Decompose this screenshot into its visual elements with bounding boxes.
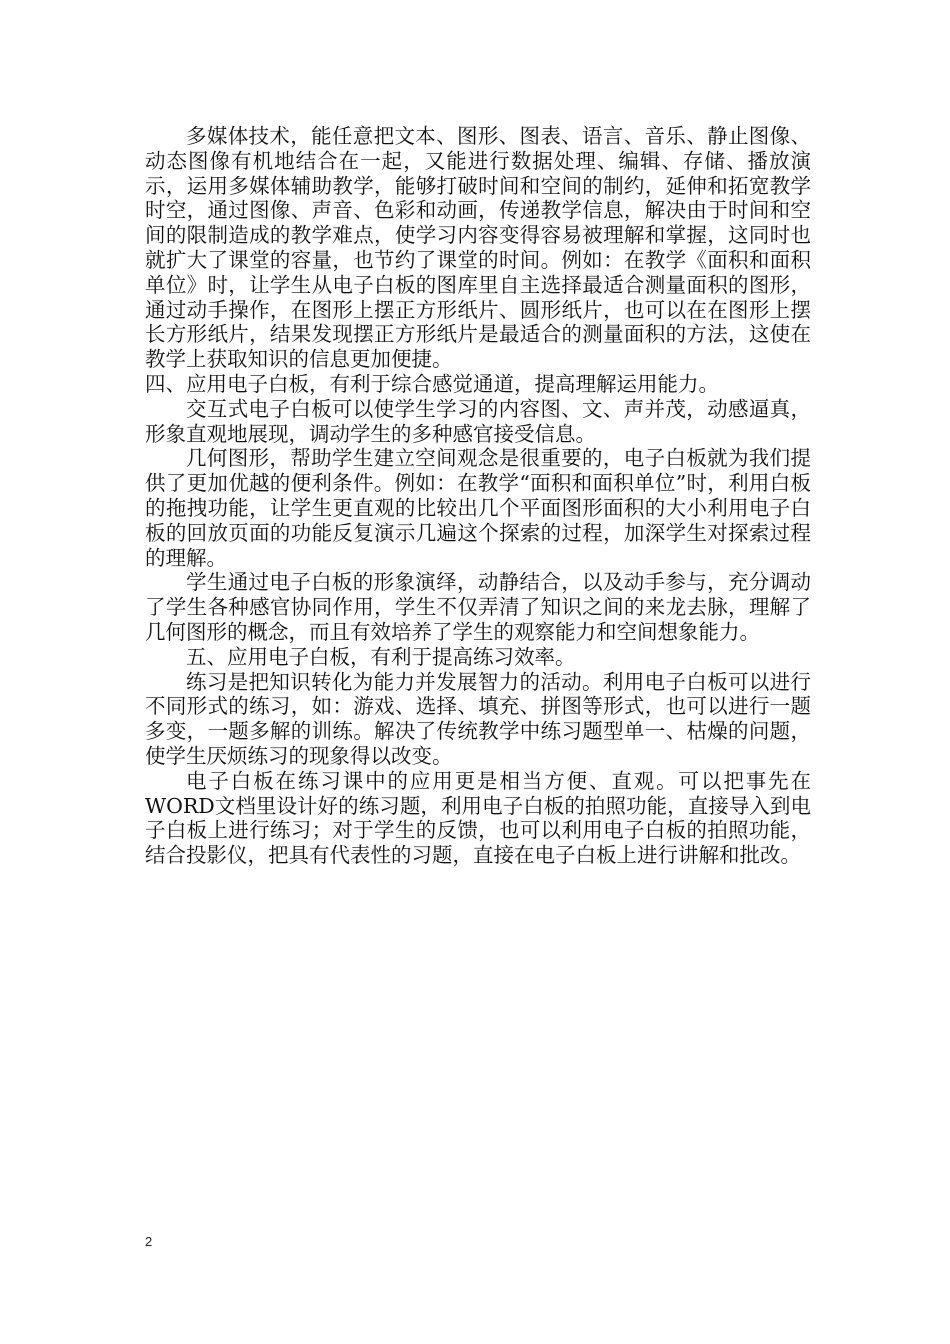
section-heading-five: 五、应用电子白板，有利于提高练习效率。 (186, 644, 576, 669)
paragraph-geometry: 几何图形，帮助学生建立空间观念是很重要的，电子白板就为我们提供了更加优越的便利条件。例如：在教学“面积和面积单位”时，利用白板的拖拽功能，让学生更直观的比较出几个平面图形面积的大小利用电子白板的回放页面的功能反复演示几遍这个探索的过程，加深学生对探索过程的理解。 (145, 446, 811, 570)
paragraph-senses: 学生通过电子白板的形象演绎，动静结合，以及动手参与，充分调动了学生各种感官协同作用，学生不仅弄清了知识之间的来龙去脉，理解了几何图形的概念，而且有效培养了学生的观察能力和空间想象能力。 (145, 570, 811, 644)
page-number: 2 (145, 1234, 153, 1249)
paragraph-multimedia: 多媒体技术，能任意把文本、图形、图表、语言、音乐、静止图像、动态图像有机地结合在一起，又能进行数据处理、编辑、存储、播放演示，运用多媒体辅助教学，能够打破时间和空间的制约，延伸和拓宽教学时空，通过图像、声音、色彩和动画，传递教学信息，解决由于时间和空间的限制造成的教学难点，使学习内容变得容易被理解和掌握，这同时也就扩大了课堂的容量，也节约了课堂的时间。例如：在教学《面积和面积单位》时，让学生从电子白板的图库里自主选择最适合测量面积的图形，通过动手操作，在图形上摆正方形纸片、圆形纸片，也可以在在图形上摆长方形纸片，结果发现摆正方形纸片是最适合的测量面积的方法，这使在教学上获取知识的信息更加便捷。 (145, 124, 811, 372)
paragraph-interactive-whiteboard: 交互式电子白板可以使学生学习的内容图、文、声并茂，动感逼真，形象直观地展现，调动学生的多种感官接受信息。 (145, 396, 811, 446)
document-body (145, 124, 811, 868)
paragraph-practice: 练习是把知识转化为能力并发展智力的活动。利用电子白板可以进行不同形式的练习，如：游戏、选择、填充、拼图等形式，也可以进行一题多变，一题多解的训练。解决了传统教学中练习题型单一、枯燥的问题，使学生厌烦练习的现象得以改变。 (145, 669, 811, 768)
paragraph-practice-class: 电子白板在练习课中的应用更是相当方便、直观。可以把事先在WORD文档里设计好的练习题，利用电子白板的拍照功能，直接导入到电子白板上进行练习；对于学生的反馈，也可以利用电子白板的拍照功能，结合投影仪，把具有代表性的习题，直接在电子白板上进行讲解和批改。 (145, 768, 811, 868)
section-heading-four: 四、应用电子白板，有利于综合感觉通道，提高理解运用能力。 (145, 371, 719, 396)
